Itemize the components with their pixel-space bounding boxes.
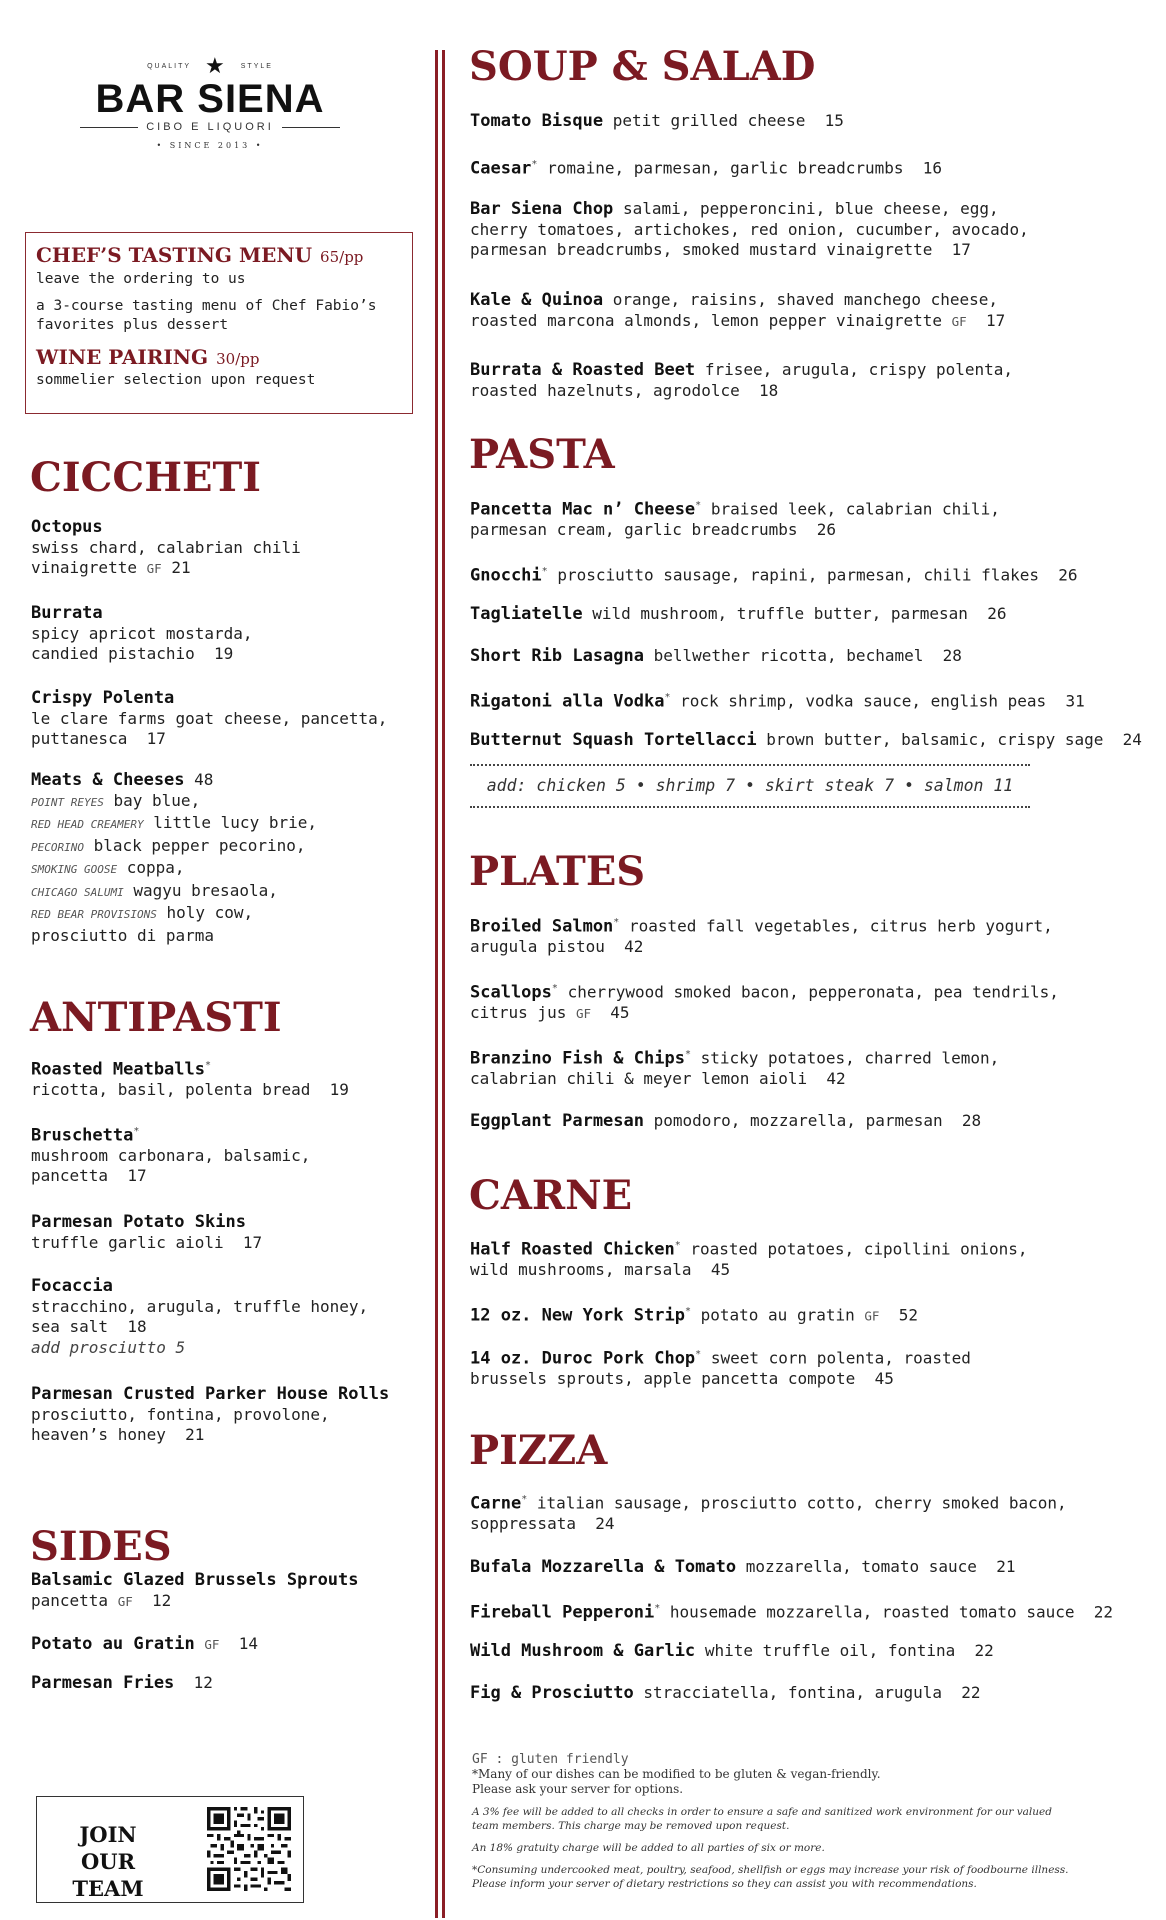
item-price: 22 bbox=[1093, 1602, 1114, 1622]
section-antipasti: ANTIPASTI bbox=[30, 994, 282, 1041]
item-price: 17 bbox=[127, 1166, 147, 1186]
menu-item-focaccia bbox=[31, 1276, 431, 1358]
item-desc: mozzarella, tomato sauce bbox=[745, 1557, 977, 1576]
item-desc: vinaigrette bbox=[31, 558, 137, 577]
item-name: Scallops bbox=[470, 982, 552, 1003]
menu-item-bar-siena-chop bbox=[470, 199, 1130, 261]
menu-item-potato-gratin bbox=[31, 1634, 441, 1656]
menu-item-mac-n-cheese bbox=[470, 496, 1130, 540]
item-desc: stracciatella, fontina, arugula bbox=[643, 1683, 943, 1702]
item-desc: orange, raisins, shaved manchego cheese, bbox=[612, 290, 999, 309]
menu-item-scallops bbox=[470, 979, 1130, 1024]
item-desc: rock shrimp, vodka sauce, english peas bbox=[680, 691, 1047, 711]
item-desc: candied pistachio bbox=[31, 644, 195, 663]
item-price: 19 bbox=[329, 1079, 349, 1099]
section-soup-salad: SOUP & SALAD bbox=[469, 43, 816, 90]
logo-quality: QUALITY bbox=[147, 62, 192, 70]
menu-item-carne-pizza bbox=[470, 1490, 1130, 1534]
item-price: 18 bbox=[127, 1317, 147, 1336]
note-consumer-warning bbox=[472, 1863, 1092, 1891]
item-price: 52 bbox=[898, 1305, 918, 1325]
item-name: Short Rib Lasagna bbox=[470, 646, 644, 666]
menu-item-kale-quinoa bbox=[470, 290, 1130, 332]
item-price: 15 bbox=[824, 111, 844, 130]
join-our-team-box[interactable] bbox=[36, 1796, 304, 1903]
item-desc: roasted hazelnuts, agrodolce bbox=[470, 380, 740, 400]
logo-tagline: CIBO E LIQUORI bbox=[146, 121, 274, 133]
item-addon: add prosciutto 5 bbox=[31, 1337, 186, 1357]
meat-source: RED BEAR PROVISIONS bbox=[31, 908, 157, 921]
item-name: Bufala Mozzarella & Tomato bbox=[470, 1557, 737, 1577]
item-desc: sweet corn polenta, roasted bbox=[710, 1348, 971, 1368]
tasting-title: CHEF’S TASTING MENU bbox=[36, 243, 313, 267]
star-icon: ★ bbox=[205, 53, 227, 78]
item-desc: housemade mozzarella, roasted tomato sauce bbox=[669, 1602, 1075, 1622]
gf-badge: GF bbox=[146, 561, 162, 576]
menu-item-broiled-salmon bbox=[470, 913, 1130, 957]
item-desc: pancetta bbox=[31, 1590, 109, 1610]
item-desc: heaven’s honey bbox=[31, 1425, 166, 1444]
note-warning-line-1: *Consuming undercooked meat, poultry, seafood, shellfish or eggs may increase your risk of foodbourne illness. bbox=[472, 1864, 1069, 1876]
note-modify: *Many of our dishes can be modified to be gluten & vegan-friendly. bbox=[472, 1767, 881, 1781]
note-fee bbox=[472, 1805, 1092, 1833]
asterisk: * bbox=[674, 1240, 681, 1251]
item-desc: parmesan cream, garlic breadcrumbs bbox=[470, 519, 798, 539]
item-desc: wild mushrooms, marsala bbox=[470, 1259, 692, 1279]
note-ask-server: Please ask your server for options. bbox=[472, 1782, 684, 1796]
item-name: Octopus bbox=[31, 517, 103, 537]
item-desc: roasted marcona almonds, lemon pepper vinaigrette bbox=[470, 310, 943, 330]
item-desc: sea salt bbox=[31, 1317, 109, 1336]
menu-item-caesar bbox=[470, 155, 1130, 179]
item-desc: puttanesca bbox=[31, 729, 128, 748]
menu-item-eggplant-parmesan bbox=[470, 1111, 1130, 1132]
cheese-item: little lucy brie, bbox=[153, 813, 317, 832]
item-name: Half Roasted Chicken bbox=[470, 1239, 675, 1260]
item-desc: potato au gratin bbox=[700, 1305, 855, 1325]
join-line-2: OUR TEAM bbox=[72, 1849, 144, 1901]
item-desc: mushroom carbonara, balsamic, bbox=[31, 1145, 311, 1165]
menu-item-meats-cheeses bbox=[31, 770, 431, 946]
item-name: Carne bbox=[470, 1493, 522, 1514]
menu-item-branzino bbox=[470, 1045, 1130, 1089]
menu-item-gnocchi bbox=[470, 562, 1130, 586]
cheese-source: RED HEAD CREAMERY bbox=[31, 818, 144, 831]
tasting-line-2: a 3-course tasting menu of Chef Fabio’s bbox=[36, 298, 377, 314]
item-name: Parmesan Crusted Parker House Rolls bbox=[31, 1384, 390, 1404]
item-desc: swiss chard, calabrian chili bbox=[31, 537, 301, 557]
item-price: 24 bbox=[595, 1513, 615, 1533]
item-price: 26 bbox=[816, 519, 837, 539]
cheese-item: bay blue, bbox=[113, 790, 201, 810]
gf-badge: GF bbox=[951, 313, 967, 329]
logo-tagline-row bbox=[60, 121, 360, 133]
item-desc: parmesan breadcrumbs, smoked mustard vinaigrette bbox=[470, 240, 933, 259]
meat-item: coppa, bbox=[126, 858, 185, 877]
item-price: 16 bbox=[922, 158, 943, 178]
note-gratuity: An 18% gratuity charge will be added to all parties of six or more. bbox=[472, 1842, 825, 1854]
item-price: 28 bbox=[942, 646, 962, 665]
menu-item-brussels-sprouts bbox=[31, 1570, 441, 1612]
item-price: 21 bbox=[171, 558, 191, 577]
item-desc: prosciutto, fontina, provolone, bbox=[31, 1404, 330, 1424]
item-desc: romaine, parmesan, garlic breadcrumbs bbox=[547, 158, 904, 178]
item-desc: white truffle oil, fontina bbox=[704, 1641, 956, 1660]
meat-item: prosciutto di parma bbox=[31, 925, 215, 945]
item-desc: brussels sprouts, apple pancetta compote bbox=[470, 1368, 856, 1388]
item-price: 18 bbox=[758, 380, 779, 400]
tasting-line-3: favorites plus dessert bbox=[36, 317, 229, 333]
item-name: Rigatoni alla Vodka bbox=[470, 691, 665, 712]
footer-notes bbox=[472, 1752, 1092, 1891]
item-price: 21 bbox=[185, 1425, 205, 1444]
item-price: 42 bbox=[624, 936, 644, 956]
item-desc: italian sausage, prosciutto cotto, cherry smoked bacon, bbox=[536, 1493, 1067, 1513]
note-fee-line-1: A 3% fee will be added to all checks in order to ensure a safe and sanitized work environment for our valued bbox=[472, 1806, 1052, 1818]
asterisk: * bbox=[205, 1060, 212, 1071]
tasting-price: 65/pp bbox=[320, 248, 364, 266]
note-fee-line-2: team members. This charge may be removed upon request. bbox=[472, 1820, 790, 1832]
menu-item-rigatoni-vodka bbox=[470, 688, 1130, 712]
gf-legend: GF : gluten friendly bbox=[472, 1752, 629, 1767]
item-desc: wild mushroom, truffle butter, parmesan bbox=[592, 604, 968, 623]
asterisk: * bbox=[541, 566, 548, 577]
item-desc: bellwether ricotta, bechamel bbox=[653, 646, 924, 665]
item-desc: frisee, arugula, crispy polenta, bbox=[704, 360, 1014, 379]
item-desc: salami, pepperoncini, blue cheese, egg, bbox=[622, 199, 999, 218]
asterisk: * bbox=[695, 1349, 702, 1360]
menu-item-octopus bbox=[31, 517, 421, 580]
item-name: Parmesan Potato Skins bbox=[31, 1212, 246, 1232]
item-price: 24 bbox=[1122, 730, 1142, 749]
asterisk: * bbox=[684, 1049, 691, 1060]
item-price: 45 bbox=[610, 1002, 630, 1022]
section-pizza: PIZZA bbox=[469, 1427, 608, 1474]
meat-item: holy cow, bbox=[166, 903, 254, 922]
cheese-source: POINT REYES bbox=[31, 795, 104, 809]
item-desc: roasted potatoes, cipollini onions, bbox=[690, 1239, 1028, 1259]
asterisk: * bbox=[654, 1603, 661, 1614]
menu-item-crispy-polenta bbox=[31, 688, 431, 750]
item-desc: petit grilled cheese bbox=[612, 111, 806, 130]
item-name: Parmesan Fries bbox=[31, 1673, 175, 1693]
meat-source: CHICAGO SALUMI bbox=[31, 885, 124, 899]
item-desc: le clare farms goat cheese, pancetta, bbox=[31, 708, 388, 728]
gf-badge: GF bbox=[204, 1637, 220, 1652]
item-name: Potato au Gratin bbox=[31, 1634, 195, 1654]
item-name: Gnocchi bbox=[470, 565, 542, 586]
logo-since: • SINCE 2013 • bbox=[156, 141, 264, 150]
menu-item-bufala-pizza bbox=[470, 1557, 1130, 1578]
item-desc: cherrywood smoked bacon, pepperonata, pea tendrils, bbox=[567, 982, 1059, 1002]
item-name: Branzino Fish & Chips bbox=[470, 1048, 685, 1069]
pasta-addons: add: chicken 5 • shrimp 7 • skirt steak 7 • salmon 11 bbox=[470, 764, 1030, 808]
item-name: Focaccia bbox=[31, 1276, 113, 1296]
meat-item: wagyu bresaola, bbox=[133, 880, 278, 900]
asterisk: * bbox=[684, 1306, 691, 1317]
item-desc: sticky potatoes, charred lemon, bbox=[700, 1048, 1000, 1068]
item-price: 22 bbox=[961, 1683, 981, 1702]
asterisk: * bbox=[531, 159, 538, 170]
item-desc: soppressata bbox=[470, 1513, 576, 1533]
menu-item-parmesan-fries bbox=[31, 1673, 441, 1694]
asterisk: * bbox=[551, 983, 558, 994]
menu-item-half-roasted-chicken bbox=[470, 1236, 1130, 1280]
item-price: 14 bbox=[238, 1634, 258, 1653]
item-price: 12 bbox=[193, 1673, 213, 1692]
meat-source: SMOKING GOOSE bbox=[31, 863, 118, 876]
item-desc: pancetta bbox=[31, 1166, 109, 1186]
item-name: Bruschetta bbox=[31, 1125, 134, 1146]
item-price: 45 bbox=[710, 1259, 731, 1279]
item-desc: truffle garlic aioli bbox=[31, 1232, 224, 1252]
item-name: Crispy Polenta bbox=[31, 688, 175, 708]
item-name: Burrata & Roasted Beet bbox=[470, 360, 696, 380]
logo-rule-right bbox=[282, 127, 340, 128]
chefs-tasting-box bbox=[25, 232, 413, 414]
item-price: 21 bbox=[996, 1557, 1016, 1576]
gf-badge: GF bbox=[575, 1005, 592, 1021]
menu-item-wild-mushroom-pizza bbox=[470, 1641, 1130, 1662]
menu-item-pork-chop bbox=[470, 1345, 1130, 1389]
item-name: Fireball Pepperoni bbox=[470, 1602, 655, 1623]
menu-item-tagliatelle bbox=[470, 604, 1130, 625]
menu-item-butternut-tortellacci bbox=[470, 730, 1160, 751]
item-name: Meats & Cheeses bbox=[31, 770, 185, 790]
gf-badge: GF bbox=[864, 1308, 880, 1324]
item-price: 22 bbox=[974, 1641, 994, 1660]
gf-badge: GF bbox=[117, 1593, 133, 1609]
item-name: Butternut Squash Tortellacci bbox=[470, 730, 757, 750]
item-name: Eggplant Parmesan bbox=[470, 1111, 644, 1131]
logo-rule-left bbox=[80, 127, 138, 128]
cheese-source: PECORINO bbox=[31, 840, 84, 854]
item-name: Bar Siena Chop bbox=[470, 199, 614, 219]
logo-name: BAR SIENA bbox=[95, 77, 325, 121]
item-price: 45 bbox=[874, 1368, 894, 1388]
item-desc: arugula pistou bbox=[470, 936, 605, 956]
section-sides: SIDES bbox=[30, 1523, 172, 1570]
item-price: 17 bbox=[951, 240, 971, 259]
column-divider-right bbox=[442, 50, 445, 1918]
item-desc: prosciutto sausage, rapini, parmesan, chili flakes bbox=[557, 565, 1039, 585]
item-name: Tagliatelle bbox=[470, 604, 583, 624]
item-name: 12 oz. New York Strip bbox=[470, 1305, 685, 1326]
logo-style: STYLE bbox=[240, 62, 273, 70]
item-name: Pancetta Mac n’ Cheese bbox=[470, 499, 696, 520]
menu-item-potato-skins bbox=[31, 1212, 431, 1253]
wine-pairing-price: 30/pp bbox=[216, 350, 260, 368]
asterisk: * bbox=[695, 500, 702, 511]
menu-item-parker-house-rolls bbox=[31, 1384, 441, 1446]
section-cicchetti: CICCHETI bbox=[30, 454, 261, 501]
item-name: Broiled Salmon bbox=[470, 916, 614, 937]
item-price: 31 bbox=[1065, 691, 1085, 711]
menu-item-tomato-bisque bbox=[470, 111, 1130, 132]
logo-top-row bbox=[60, 55, 360, 77]
asterisk: * bbox=[133, 1126, 140, 1137]
item-name: Tomato Bisque bbox=[470, 111, 604, 131]
menu-item-bruschetta bbox=[31, 1122, 431, 1187]
note-warning-line-2: Please inform your server of dietary restrictions so they can assist you with recommendations. bbox=[472, 1878, 977, 1890]
item-desc: calabrian chili & meyer lemon aioli bbox=[470, 1068, 808, 1088]
wine-pairing-desc: sommelier selection upon request bbox=[36, 372, 316, 388]
item-price: 17 bbox=[242, 1232, 263, 1252]
menu-item-fig-prosciutto-pizza bbox=[470, 1683, 1130, 1704]
item-name: Kale & Quinoa bbox=[470, 290, 604, 310]
item-price: 42 bbox=[826, 1068, 846, 1088]
menu-item-roasted-meatballs bbox=[31, 1056, 431, 1100]
section-plates: PLATES bbox=[469, 848, 646, 895]
section-pasta: PASTA bbox=[469, 431, 615, 478]
bar-siena-logo bbox=[60, 55, 360, 150]
item-desc: roasted fall vegetables, citrus herb yogurt, bbox=[628, 916, 1053, 936]
item-price: 17 bbox=[146, 729, 166, 748]
menu-item-ny-strip bbox=[470, 1302, 1130, 1327]
item-price: 26 bbox=[987, 604, 1007, 623]
item-name: Fig & Prosciutto bbox=[470, 1683, 634, 1703]
item-price: 12 bbox=[152, 1590, 172, 1610]
item-desc: brown butter, balsamic, crispy sage bbox=[766, 730, 1104, 749]
item-desc: braised leek, calabrian chili, bbox=[710, 499, 1000, 519]
item-price: 48 bbox=[194, 770, 214, 789]
item-desc: ricotta, basil, polenta bread bbox=[31, 1079, 311, 1099]
item-desc: cherry tomatoes, artichokes, red onion, cucumber, avocado, bbox=[470, 219, 1029, 239]
menu-item-fireball-pizza bbox=[470, 1599, 1160, 1623]
menu-item-burrata-beet bbox=[470, 360, 1130, 401]
menu-item-burrata bbox=[31, 603, 421, 665]
item-name: Balsamic Glazed Brussels Sprouts bbox=[31, 1570, 359, 1590]
item-price: 28 bbox=[961, 1111, 982, 1130]
asterisk: * bbox=[664, 692, 671, 703]
cheese-item: black pepper pecorino, bbox=[93, 835, 306, 855]
wine-pairing-title: WINE PAIRING bbox=[36, 345, 209, 369]
join-line-1: JOIN bbox=[79, 1822, 137, 1847]
item-desc: spicy apricot mostarda, bbox=[31, 623, 253, 643]
item-name: 14 oz. Duroc Pork Chop bbox=[470, 1348, 696, 1369]
item-desc: stracchino, arugula, truffle honey, bbox=[31, 1296, 369, 1316]
item-name: Burrata bbox=[31, 603, 103, 623]
menu-item-short-rib-lasagna bbox=[470, 646, 1130, 667]
join-text bbox=[53, 1821, 163, 1902]
asterisk: * bbox=[521, 1494, 528, 1505]
tasting-line-1: leave the ordering to us bbox=[36, 271, 246, 287]
item-price: 19 bbox=[214, 644, 234, 663]
qr-code-icon[interactable] bbox=[207, 1807, 291, 1891]
item-name: Wild Mushroom & Garlic bbox=[470, 1641, 696, 1661]
item-desc: citrus jus bbox=[470, 1002, 567, 1022]
item-name: Caesar bbox=[470, 158, 532, 179]
item-desc: pomodoro, mozzarella, parmesan bbox=[653, 1111, 943, 1130]
item-price: 17 bbox=[985, 310, 1006, 330]
item-price: 26 bbox=[1058, 565, 1078, 585]
asterisk: * bbox=[613, 917, 620, 928]
item-name: Roasted Meatballs bbox=[31, 1059, 205, 1080]
section-carne: CARNE bbox=[469, 1172, 633, 1219]
